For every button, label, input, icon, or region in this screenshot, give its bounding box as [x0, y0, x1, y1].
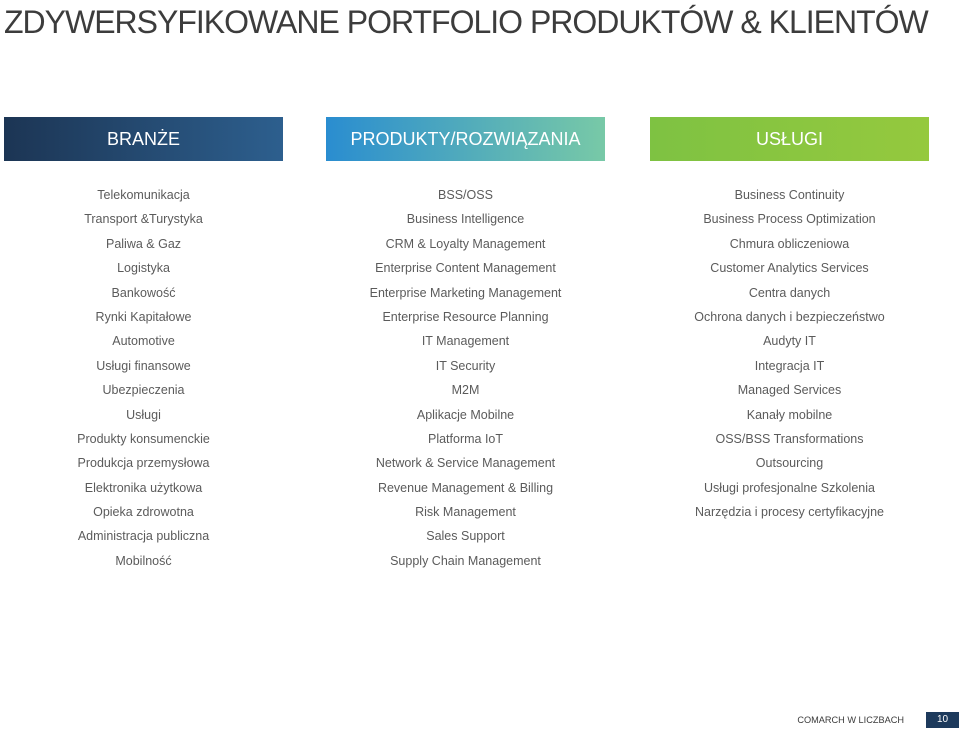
industry-item: Telekomunikacja [97, 188, 190, 202]
service-item: Business Process Optimization [703, 212, 876, 227]
service-item: Chmura obliczeniowa [729, 236, 850, 251]
industry-item: Transport &Turystyka [84, 212, 203, 227]
product-item: Risk Management [415, 505, 516, 520]
product-item: M2M [451, 383, 480, 398]
service-item: Ochrona danych i bezpieczeństwo [694, 309, 885, 324]
service-item: Narzędzia i procesy certyfikacyjne [695, 505, 884, 520]
service-item: Business Continuity [734, 188, 845, 202]
industry-item: Usługi finansowe [96, 358, 191, 373]
products-list [326, 183, 605, 573]
industry-item: Mobilność [115, 553, 172, 568]
service-item: Managed Services [737, 383, 842, 398]
product-item: BSS/OSS [438, 188, 493, 202]
service-item: OSS/BSS Transformations [715, 431, 864, 446]
product-item: Revenue Management & Billing [377, 480, 554, 495]
industry-item: Bankowość [111, 285, 176, 300]
service-item: Outsourcing [755, 456, 824, 471]
header-uslugi: USŁUGI [650, 117, 929, 161]
industry-item: Rynki Kapitałowe [95, 309, 192, 324]
header-produkty-rozwiazania: PRODUKTY/ROZWIĄZANIA [326, 117, 605, 161]
service-item: Kanały mobilne [746, 407, 833, 422]
industry-item: Paliwa & Gaz [105, 236, 182, 251]
industry-item: Produkcja przemysłowa [77, 456, 210, 471]
industry-item: Logistyka [117, 261, 170, 276]
product-item: Sales Support [426, 529, 505, 544]
service-item: Centra danych [748, 285, 831, 300]
product-item: Aplikacje Mobilne [416, 407, 515, 422]
page-number-badge: 10 [926, 712, 959, 728]
industry-item: Administracja publiczna [77, 529, 210, 544]
industry-item: Elektronika użytkowa [84, 480, 203, 495]
industry-item: Automotive [112, 334, 175, 349]
services-list [650, 183, 929, 524]
product-item: IT Management [421, 334, 510, 349]
product-item: CRM & Loyalty Management [385, 236, 546, 251]
header-branze: BRANŻE [4, 117, 283, 161]
product-item: Enterprise Content Management [375, 261, 556, 276]
product-item: Supply Chain Management [390, 553, 541, 568]
product-item: IT Security [435, 358, 496, 373]
industry-item: Opieka zdrowotna [93, 505, 194, 520]
service-item: Customer Analytics Services [710, 261, 869, 276]
product-item: Network & Service Management [375, 456, 556, 471]
page-title: ZDYWERSYFIKOWANE PORTFOLIO PRODUKTÓW & KLIENTÓW [4, 4, 928, 40]
product-item: Enterprise Marketing Management [369, 285, 562, 300]
product-item: Platforma IoT [427, 431, 504, 446]
industry-item: Usługi [126, 407, 161, 422]
product-item: Enterprise Resource Planning [382, 309, 549, 324]
industries-list [4, 183, 283, 573]
footer-label: COMARCH W LICZBACH [797, 715, 904, 725]
service-item: Audyty IT [763, 334, 816, 349]
service-item: Integracja IT [754, 358, 825, 373]
industry-item: Produkty konsumenckie [77, 431, 210, 446]
service-item: Usługi profesjonalne Szkolenia [704, 480, 875, 495]
industry-item: Ubezpieczenia [102, 383, 185, 398]
product-item: Business Intelligence [406, 212, 525, 227]
